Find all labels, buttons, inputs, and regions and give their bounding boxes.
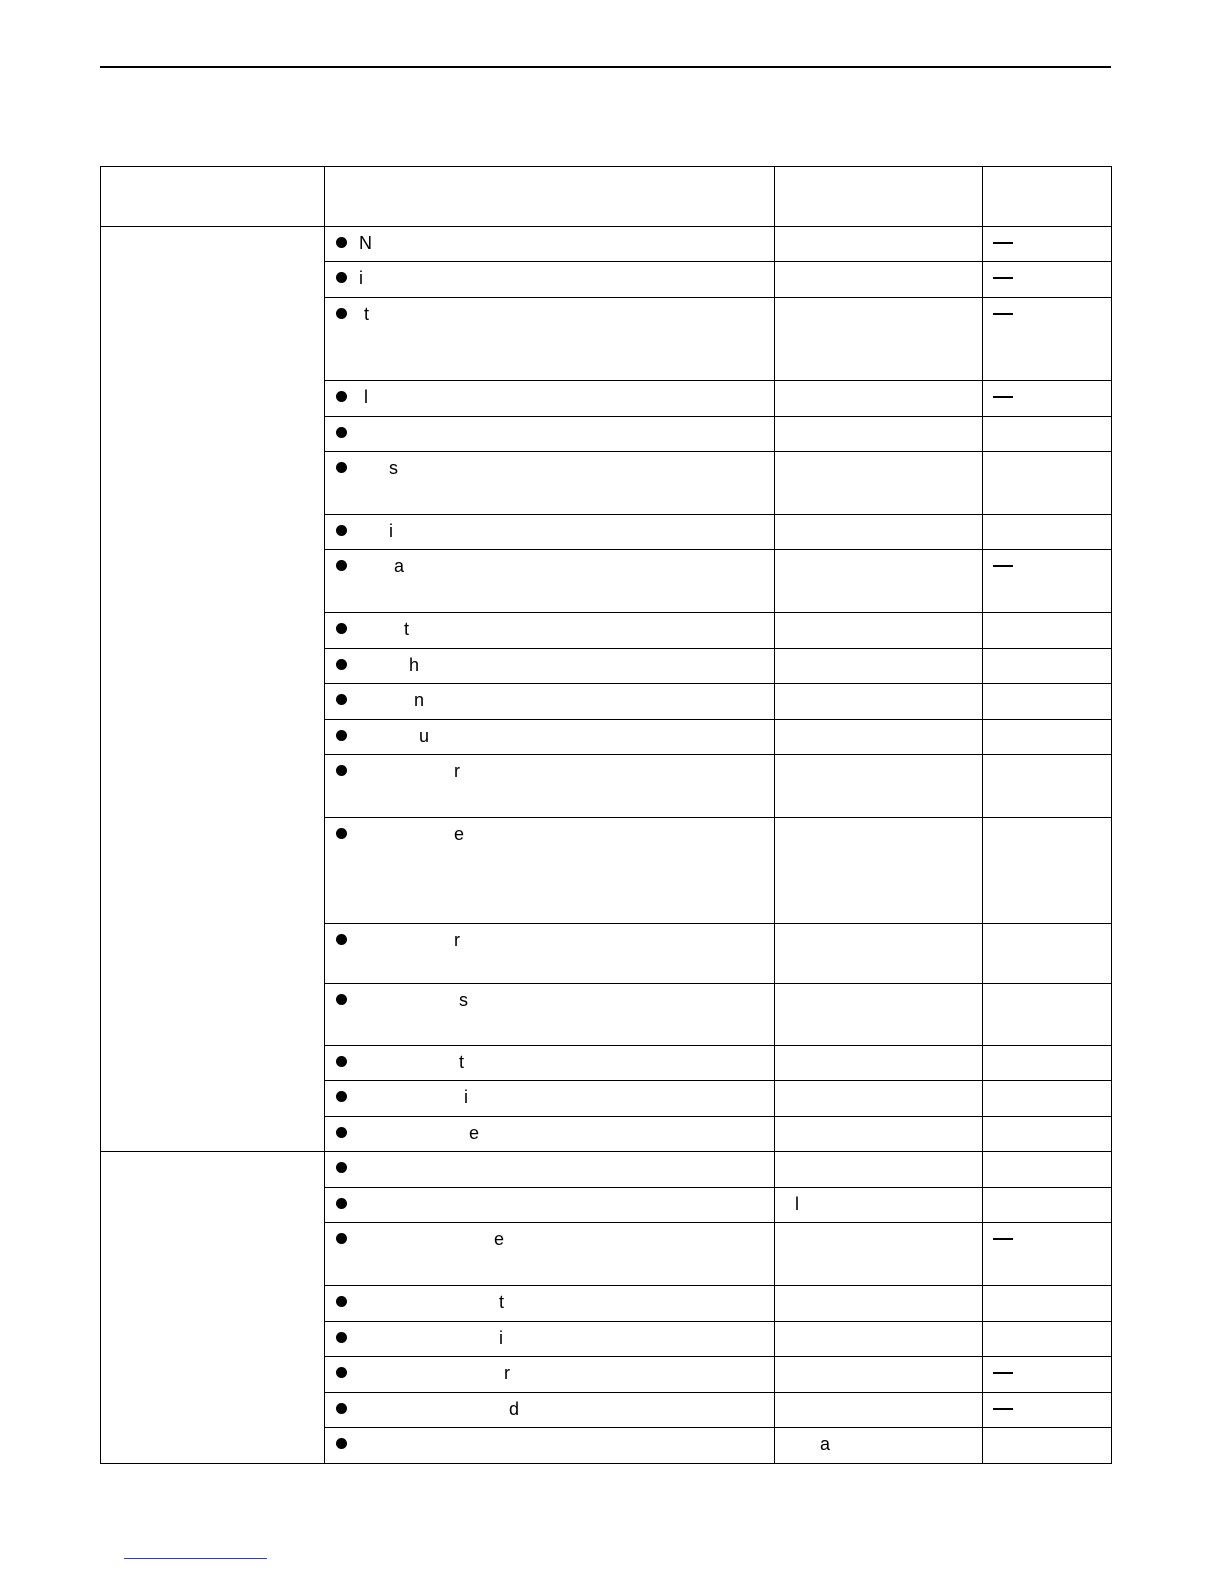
- item-cell: [325, 924, 775, 984]
- item-cell: [325, 298, 775, 381]
- item-cell: [325, 452, 775, 515]
- dash-mark: [993, 313, 1013, 315]
- value-cell: [775, 1357, 983, 1393]
- item-text: t: [359, 619, 410, 639]
- bullet-icon: [336, 237, 347, 248]
- dash-cell: [983, 417, 1112, 452]
- bullet-icon: [336, 994, 347, 1005]
- item-cell: [325, 1223, 775, 1286]
- value-cell: [775, 298, 983, 381]
- value-text: [775, 1117, 982, 1123]
- value-cell: [775, 1046, 983, 1081]
- value-text: [775, 613, 982, 619]
- dash-cell: [983, 1286, 1112, 1322]
- value-text: [775, 649, 982, 655]
- dash-mark: [993, 565, 1013, 567]
- header-cell-3: [775, 167, 983, 227]
- item-cell: [325, 515, 775, 550]
- item-text: e: [359, 1229, 505, 1249]
- value-text: [775, 227, 982, 233]
- value-cell: [775, 1322, 983, 1357]
- item-text: t: [359, 1052, 465, 1072]
- table-row: [101, 227, 1112, 262]
- item-text: r: [359, 761, 461, 781]
- value-text: [775, 1223, 982, 1229]
- dash-mark: [993, 396, 1013, 398]
- item-cell: [325, 649, 775, 684]
- value-cell: [775, 227, 983, 262]
- value-text: [775, 924, 982, 930]
- dash-cell: [983, 1357, 1112, 1393]
- item-cell: [325, 1081, 775, 1117]
- bullet-icon: [336, 308, 347, 319]
- bullet-icon: [336, 1127, 347, 1138]
- dash-cell: [983, 649, 1112, 684]
- dash-cell: [983, 1322, 1112, 1357]
- dash-mark: [993, 1238, 1013, 1240]
- item-text: i: [359, 1328, 504, 1348]
- header-cell-4: [983, 167, 1112, 227]
- footer-link-underline[interactable]: [124, 1558, 267, 1559]
- value-text: [775, 1152, 982, 1158]
- item-text: i: [359, 1087, 469, 1107]
- value-cell: [775, 613, 983, 649]
- bullet-icon: [336, 1438, 347, 1449]
- bullet-icon: [336, 1296, 347, 1307]
- header-cell-2: [325, 167, 775, 227]
- value-text: [775, 1393, 982, 1399]
- dash-cell: [983, 1393, 1112, 1428]
- dash-mark: [993, 1372, 1013, 1374]
- value-text: [775, 1286, 982, 1292]
- dash-cell: [983, 720, 1112, 755]
- value-cell: [775, 649, 983, 684]
- bullet-icon: [336, 525, 347, 536]
- item-cell: [325, 613, 775, 649]
- value-cell: [775, 381, 983, 417]
- value-cell: [775, 550, 983, 613]
- item-text: i: [359, 268, 363, 288]
- dash-cell: [983, 613, 1112, 649]
- dash-cell: [983, 1152, 1112, 1188]
- bullet-icon: [336, 427, 347, 438]
- item-text: e: [359, 824, 465, 844]
- value-text: [775, 818, 982, 824]
- bullet-icon: [336, 623, 347, 634]
- dash-cell: [983, 227, 1112, 262]
- item-text: u: [359, 726, 430, 746]
- item-cell: [325, 755, 775, 818]
- dash-cell: [983, 452, 1112, 515]
- item-cell: [325, 227, 775, 262]
- dash-cell: [983, 515, 1112, 550]
- item-cell: [325, 818, 775, 924]
- bullet-icon: [336, 828, 347, 839]
- bullet-icon: [336, 1056, 347, 1067]
- item-text: d: [359, 1399, 520, 1419]
- value-text: l: [795, 1194, 799, 1214]
- bullet-icon: [336, 1091, 347, 1102]
- dash-cell: [983, 1428, 1112, 1464]
- value-cell: [775, 755, 983, 818]
- item-text: t: [359, 304, 370, 324]
- item-text: i: [359, 521, 394, 541]
- bullet-icon: [336, 560, 347, 571]
- bullet-icon: [336, 730, 347, 741]
- item-text: N: [359, 233, 372, 253]
- item-cell: [325, 1046, 775, 1081]
- value-text: [775, 1322, 982, 1328]
- dash-cell: [983, 755, 1112, 818]
- bullet-icon: [336, 659, 347, 670]
- bullet-icon: [336, 694, 347, 705]
- item-cell: [325, 381, 775, 417]
- value-cell: [775, 515, 983, 550]
- value-cell: [775, 1152, 983, 1188]
- value-cell: [775, 452, 983, 515]
- document-table: [100, 166, 1112, 1464]
- value-cell: [775, 262, 983, 298]
- bullet-icon: [336, 765, 347, 776]
- item-cell: [325, 262, 775, 298]
- dash-mark: [993, 277, 1013, 279]
- value-text: [775, 720, 982, 726]
- dash-mark: [993, 1408, 1013, 1410]
- dash-cell: [983, 262, 1112, 298]
- item-cell: [325, 1322, 775, 1357]
- value-text: [775, 684, 982, 690]
- bullet-icon: [336, 272, 347, 283]
- value-cell: [775, 1393, 983, 1428]
- value-text: [775, 515, 982, 521]
- item-cell: [325, 684, 775, 720]
- dash-cell: [983, 1117, 1112, 1152]
- value-text: [775, 550, 982, 556]
- value-cell: [775, 924, 983, 984]
- value-cell: [775, 1188, 983, 1223]
- item-cell: [325, 984, 775, 1046]
- value-text: [775, 452, 982, 458]
- group-label-cell: [101, 227, 325, 1152]
- value-text: [775, 262, 982, 268]
- item-text: a: [359, 556, 405, 576]
- item-text: h: [359, 655, 420, 675]
- dash-cell: [983, 924, 1112, 984]
- value-cell: [775, 818, 983, 924]
- bullet-icon: [336, 1162, 347, 1173]
- bullet-icon: [336, 934, 347, 945]
- value-text: [775, 417, 982, 423]
- dash-cell: [983, 550, 1112, 613]
- value-cell: [775, 1286, 983, 1322]
- dash-cell: [983, 684, 1112, 720]
- value-text: [775, 755, 982, 761]
- header-rule: [100, 66, 1111, 68]
- bullet-icon: [336, 391, 347, 402]
- value-cell: [775, 417, 983, 452]
- item-text: l: [359, 387, 368, 407]
- value-cell: [775, 984, 983, 1046]
- item-cell: [325, 720, 775, 755]
- bullet-icon: [336, 1198, 347, 1209]
- item-cell: [325, 1428, 775, 1464]
- table-header-row: [101, 167, 1112, 227]
- bullet-icon: [336, 462, 347, 473]
- dash-cell: [983, 1223, 1112, 1286]
- table-row: [101, 1152, 1112, 1188]
- value-cell: [775, 720, 983, 755]
- value-text: [775, 381, 982, 387]
- value-cell: [775, 1428, 983, 1464]
- value-cell: [775, 1081, 983, 1117]
- dash-cell: [983, 1046, 1112, 1081]
- dash-cell: [983, 381, 1112, 417]
- item-cell: [325, 1152, 775, 1188]
- item-text: s: [359, 458, 399, 478]
- dash-cell: [983, 984, 1112, 1046]
- dash-cell: [983, 1188, 1112, 1223]
- value-cell: [775, 1117, 983, 1152]
- item-cell: [325, 550, 775, 613]
- value-text: a: [795, 1434, 831, 1454]
- value-text: [775, 1357, 982, 1363]
- item-cell: [325, 417, 775, 452]
- bullet-icon: [336, 1367, 347, 1378]
- value-cell: [775, 1223, 983, 1286]
- value-text: [775, 298, 982, 304]
- item-cell: [325, 1357, 775, 1393]
- group-label-cell: [101, 1152, 325, 1464]
- item-text: r: [359, 930, 461, 950]
- value-text: [775, 1046, 982, 1052]
- item-text: r: [359, 1363, 511, 1383]
- value-cell: [775, 684, 983, 720]
- item-cell: [325, 1393, 775, 1428]
- item-text: n: [359, 690, 425, 710]
- header-cell-1: [101, 167, 325, 227]
- dash-cell: [983, 818, 1112, 924]
- value-text: [775, 1081, 982, 1087]
- dash-mark: [993, 242, 1013, 244]
- item-text: t: [359, 1292, 505, 1312]
- item-cell: [325, 1286, 775, 1322]
- bullet-icon: [336, 1403, 347, 1414]
- item-text: e: [359, 1123, 480, 1143]
- value-text: [775, 984, 982, 990]
- item-cell: [325, 1188, 775, 1223]
- item-text: s: [359, 990, 469, 1010]
- bullet-icon: [336, 1332, 347, 1343]
- dash-cell: [983, 298, 1112, 381]
- item-cell: [325, 1117, 775, 1152]
- dash-cell: [983, 1081, 1112, 1117]
- bullet-icon: [336, 1233, 347, 1244]
